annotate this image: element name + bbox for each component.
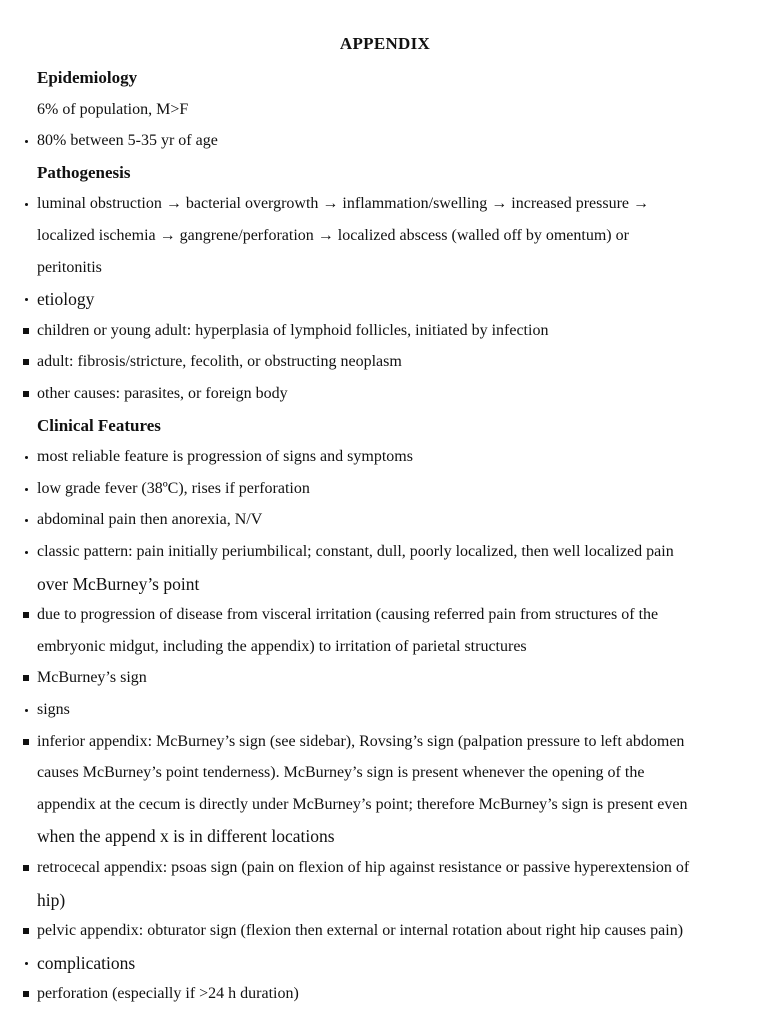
section-heading: Clinical Features [37, 416, 161, 435]
body-line: children or young adult: hyperplasia of lymphoid follicles, initiated by infection [37, 322, 549, 339]
bullet-dot-icon [25, 447, 35, 467]
body-line: due to progression of disease from visceral irritation (causing referred pain from structures of the [37, 606, 659, 623]
bullet-square-icon [25, 321, 35, 341]
bullet-dot-icon [25, 700, 35, 720]
bullet-dot-icon [25, 479, 35, 499]
body-line: adult: fibrosis/stricture, fecolith, or obstructing neoplasm [37, 353, 402, 370]
bullet-square-icon [25, 384, 35, 404]
body-line: inferior appendix: McBurney’s sign (see sidebar), Rovsing’s sign (palpation pressure to left abdomen [37, 733, 685, 750]
body-line: causes McBurney’s point tenderness). McBurney’s sign is present whenever the opening of the [37, 764, 645, 781]
body-line: classic pattern: pain initially periumbilical; constant, dull, poorly localized, then well localized pain [37, 543, 674, 560]
bullet-square-icon [25, 605, 35, 625]
bullet-dot-icon [25, 953, 35, 973]
body-line: over McBurney’s point [37, 574, 200, 594]
body-line: 80% between 5-35 yr of age [37, 132, 218, 149]
bullet-square-icon [25, 352, 35, 372]
bullet-square-icon [25, 732, 35, 752]
body-line: appendix at the cecum is directly under McBurney’s point; therefore McBurney’s sign is present even [37, 796, 688, 813]
body-line: 6% of population, M>F [37, 101, 189, 118]
body-line: luminal obstruction → bacterial overgrowth → inflammation/swelling → increased pressure → [37, 195, 649, 212]
bullet-square-icon [25, 858, 35, 878]
bullet-square-icon [25, 921, 35, 941]
body-line: when the append x is in different locations [37, 826, 335, 846]
body-line: retrocecal appendix: psoas sign (pain on flexion of hip against resistance or passive hyperextension of [37, 859, 690, 876]
bullet-dot-icon [25, 510, 35, 530]
bullet-dot-icon [25, 289, 35, 309]
bullet-dot-icon [25, 131, 35, 151]
section-heading: Epidemiology [37, 68, 138, 87]
body-line: complications [37, 953, 136, 973]
body-line: hip) [37, 890, 66, 910]
body-line: abdominal pain then anorexia, N/V [37, 511, 263, 528]
bullet-square-icon [25, 668, 35, 688]
body-line: perforation (especially if >24 h duration) [37, 985, 299, 1002]
body-line: low grade fever (38ºC), rises if perforation [37, 480, 310, 497]
body-line: localized ischemia → gangrene/perforation → localized abscess (walled off by omentum) or [37, 227, 629, 244]
body-line: etiology [37, 289, 95, 309]
body-line: embryonic midgut, including the appendix) to irritation of parietal structures [37, 638, 527, 655]
document-title: APPENDIX [339, 34, 431, 53]
bullet-dot-icon [25, 542, 35, 562]
body-line: pelvic appendix: obturator sign (flexion then external or internal rotation about right hip causes pain) [37, 922, 684, 939]
body-line: McBurney’s sign [37, 669, 147, 686]
section-heading: Pathogenesis [37, 163, 131, 182]
body-line: other causes: parasites, or foreign body [37, 385, 288, 402]
body-line: most reliable feature is progression of signs and symptoms [37, 448, 413, 465]
body-line: peritonitis [37, 259, 102, 276]
bullet-dot-icon [25, 194, 35, 214]
bullet-square-icon [25, 984, 35, 1004]
body-line: signs [37, 701, 70, 718]
